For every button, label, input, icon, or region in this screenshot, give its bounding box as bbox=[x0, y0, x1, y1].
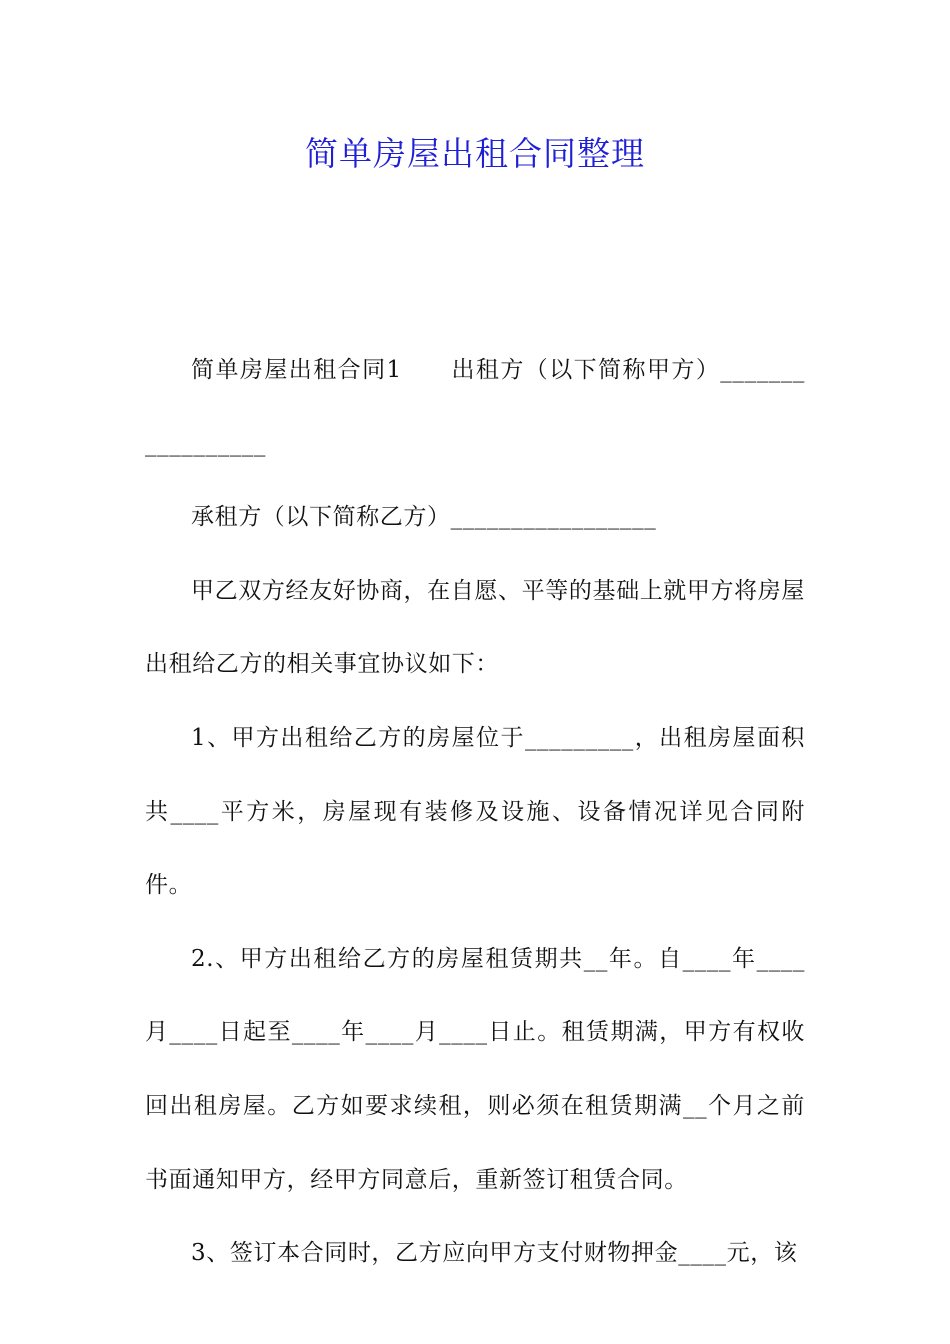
paragraph-clause-2: 2.、甲方出租给乙方的房屋租赁期共__年。自____年____月____日起至____年____月____日止。租赁期满，甲方有权收回出租房屋。乙方如要求续租，则必须在租赁期满__个月之前书面通知甲方，经甲方同意后，重新签订租赁合同。 bbox=[145, 945, 805, 1193]
paragraph-lessee: 承租方（以下简称乙方）_________________ bbox=[191, 504, 657, 531]
paragraph-clause-1: 1、甲方出租给乙方的房屋位于_________，出租房屋面积共____平方米，房屋现有装修及设施、设备情况详见合同附件。 bbox=[145, 724, 805, 899]
paragraph-clause-3: 3、签订本合同时，乙方应向甲方支付财物押金____元，该 bbox=[191, 1240, 798, 1267]
paragraph-intro: 甲乙双方经友好协商，在自愿、平等的基础上就甲方将房屋出租给乙方的相关事宜协议如下： bbox=[145, 577, 805, 678]
paragraph-contract-header: 简单房屋出租合同1 出租方（以下简称甲方）_______ __________ bbox=[145, 357, 813, 457]
document-body bbox=[145, 334, 813, 1291]
document-title: 简单房屋出租合同整理 bbox=[305, 134, 645, 173]
